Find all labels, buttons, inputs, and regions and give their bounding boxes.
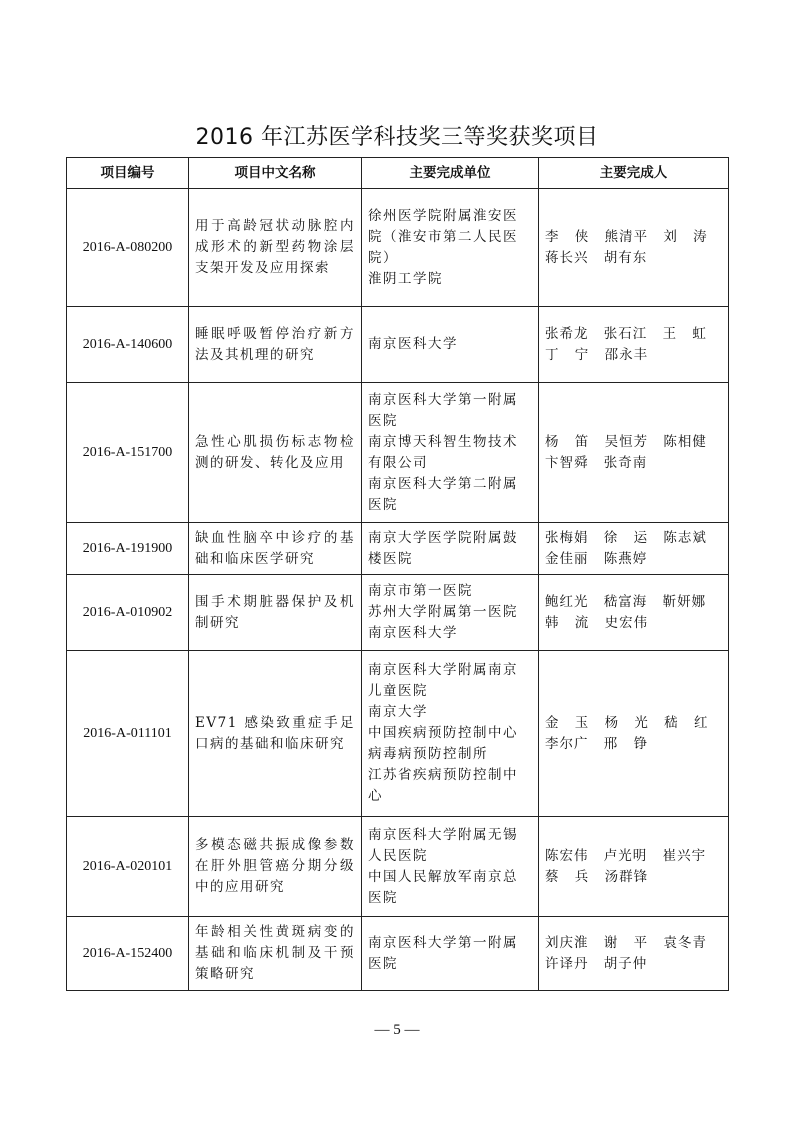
unit-line: 医院 — [368, 496, 398, 513]
unit-line: 南京市第一医院 — [368, 583, 473, 599]
unit-line: 江苏省疾病预防控制中 — [368, 767, 518, 783]
project-name-cell: 缺血性脑卒中诊疗的基础和临床医学研究 — [189, 523, 362, 575]
main-units-cell — [362, 189, 539, 307]
table-row — [67, 817, 729, 917]
unit-line: 淮阴工学院 — [368, 270, 443, 287]
page-title: 2016 年江苏医学科技奖三等奖获奖项目 — [195, 125, 599, 150]
unit-line: 心 — [368, 788, 383, 804]
people-line: 刘庆淮 谢 平 袁冬青 — [545, 934, 707, 951]
main-units-cell — [362, 651, 539, 817]
people-line: 韩 流 史宏伟 — [545, 614, 649, 631]
table-header-row — [67, 158, 729, 189]
main-people-cell — [539, 651, 729, 817]
page-number: — 5 — — [374, 1022, 420, 1038]
unit-line: 医院 — [368, 955, 398, 972]
unit-line: 儿童医院 — [368, 683, 428, 699]
unit-line: 南京医科大学附属南京 — [368, 662, 518, 678]
people-line: 鲍红光 嵇富海 靳妍娜 — [545, 593, 707, 610]
table-row — [67, 523, 729, 575]
project-code-cell: 2016-A-010902 — [67, 575, 189, 651]
table-row — [67, 651, 729, 817]
unit-line: 人民医院 — [368, 847, 428, 864]
unit-line: 病毒病预防控制所 — [368, 746, 488, 762]
main-units-cell — [362, 523, 539, 575]
project-name-cell: 围手术期脏器保护及机制研究 — [189, 575, 362, 651]
main-people-cell — [539, 523, 729, 575]
unit-line: 徐州医学院附属淮安医 — [368, 207, 518, 224]
main-people-cell — [539, 383, 729, 523]
unit-line: 院（淮安市第二人民医 — [368, 228, 518, 245]
project-name-cell: 急性心肌损伤标志物检测的研发、转化及应用 — [189, 383, 362, 523]
people-line: 李 侠 熊清平 刘 涛 — [545, 228, 708, 245]
people-line: 杨 笛 吴恒芳 陈相健 — [545, 433, 707, 450]
main-people-cell — [539, 575, 729, 651]
unit-line: 有限公司 — [368, 454, 428, 471]
project-name-cell: 用于高龄冠状动脉腔内成形术的新型药物涂层支架开发及应用探索 — [189, 189, 362, 307]
unit-line: 医院 — [368, 412, 398, 429]
main-units-cell — [362, 307, 539, 383]
table-row — [67, 917, 729, 991]
project-code-cell: 2016-A-080200 — [67, 189, 189, 307]
table-row — [67, 189, 729, 307]
table-row — [67, 307, 729, 383]
project-code-cell: 2016-A-140600 — [67, 307, 189, 383]
main-units-cell — [362, 575, 539, 651]
table-row — [67, 575, 729, 651]
main-units-cell — [362, 383, 539, 523]
main-units-cell — [362, 817, 539, 917]
project-code-cell: 2016-A-191900 — [67, 523, 189, 575]
main-units-cell — [362, 917, 539, 991]
people-line: 张梅娟 徐 运 陈志斌 — [545, 529, 707, 546]
main-people-cell — [539, 189, 729, 307]
project-name-cell: 年龄相关性黄斑病变的基础和临床机制及干预策略研究 — [189, 917, 362, 991]
people-line: 卞智舜 张奇南 — [545, 454, 648, 471]
people-line: 张希龙 张石江 王 虹 — [545, 325, 707, 342]
people-line: 李尔广 邢 铮 — [545, 735, 649, 752]
unit-line: 南京医科大学第二附属 — [368, 475, 518, 492]
people-line: 陈宏伟 卢光明 崔兴宇 — [545, 847, 707, 864]
unit-line: 南京大学 — [368, 704, 428, 720]
project-name-cell: EV71 感染致重症手足口病的基础和临床研究 — [189, 651, 362, 817]
unit-line: 南京医科大学第一附属 — [368, 934, 518, 951]
unit-line: 南京医科大学 — [368, 336, 458, 352]
unit-line: 楼医院 — [368, 550, 413, 567]
project-name-cell: 睡眠呼吸暂停治疗新方法及其机理的研究 — [189, 307, 362, 383]
people-line: 蒋长兴 胡有东 — [545, 249, 648, 266]
header-project-name: 项目中文名称 — [189, 158, 362, 189]
people-line: 金 玉 杨 光 嵇 红 — [545, 714, 709, 731]
project-code-cell: 2016-A-011101 — [67, 651, 189, 817]
unit-line: 院） — [368, 249, 398, 266]
project-code-cell: 2016-A-151700 — [67, 383, 189, 523]
project-code-cell: 2016-A-152400 — [67, 917, 189, 991]
unit-line: 南京医科大学附属无锡 — [368, 826, 518, 843]
project-code-cell: 2016-A-020101 — [67, 817, 189, 917]
unit-line: 南京大学医学院附属鼓 — [368, 529, 518, 546]
unit-line: 中国疾病预防控制中心 — [368, 725, 518, 741]
header-main-people: 主要完成人 — [539, 158, 729, 189]
people-line: 蔡 兵 汤群锋 — [545, 868, 649, 885]
people-line: 丁 宁 邵永丰 — [545, 346, 649, 363]
awards-table — [66, 157, 729, 991]
project-name-cell: 多模态磁共振成像参数在肝外胆管癌分期分级中的应用研究 — [189, 817, 362, 917]
header-project-code: 项目编号 — [67, 158, 189, 189]
unit-line: 医院 — [368, 889, 398, 906]
unit-line: 南京医科大学第一附属 — [368, 391, 518, 408]
main-people-cell — [539, 307, 729, 383]
unit-line: 南京医科大学 — [368, 625, 458, 641]
unit-line: 中国人民解放军南京总 — [368, 868, 518, 885]
header-main-units: 主要完成单位 — [362, 158, 539, 189]
unit-line: 南京博天科智生物技术 — [368, 433, 518, 450]
main-people-cell — [539, 817, 729, 917]
people-line: 许译丹 胡子仲 — [545, 955, 648, 972]
unit-line: 苏州大学附属第一医院 — [368, 604, 518, 620]
main-people-cell — [539, 917, 729, 991]
table-row — [67, 383, 729, 523]
people-line: 金佳丽 陈燕婷 — [545, 550, 648, 567]
